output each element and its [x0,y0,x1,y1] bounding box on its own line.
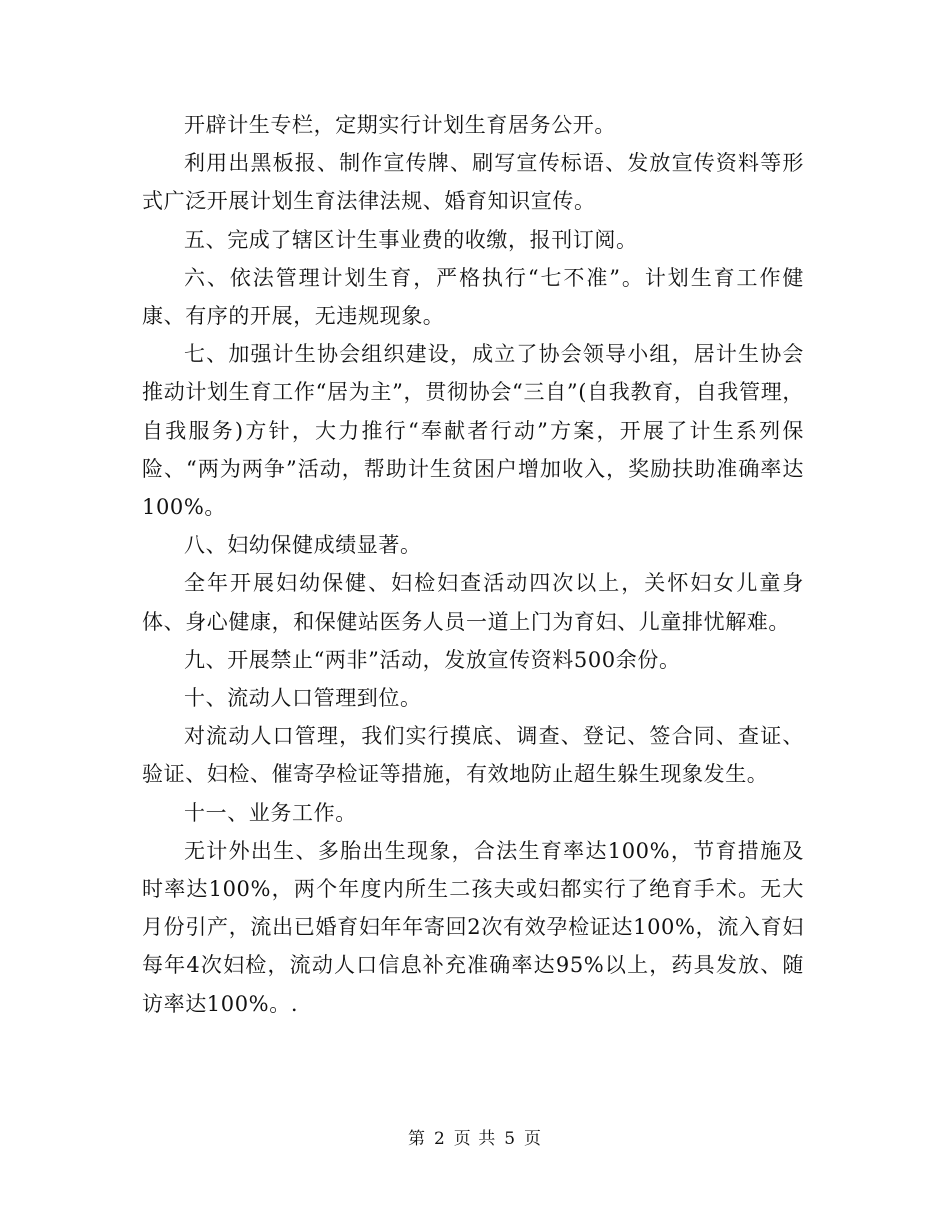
paragraph: 全年开展妇幼保健、妇检妇查活动四次以上，关怀妇女儿童身体、身心健康，和保健站医务人员一道上门为育妇、儿童排忧解难。 [142,571,804,634]
paragraph: 五、完成了辖区计生事业费的收缴，报刊订阅。 [184,227,638,252]
footer-suffix: 页 [524,1129,543,1149]
paragraph: 六、依法管理计划生育，严格执行“七不准”。计划生育工作健康、有序的开展，无违规现象。 [142,265,804,329]
document-body [142,106,804,1023]
page-footer [0,1124,950,1149]
paragraph: 利用出黑板报、制作宣传牌、刷写宣传标语、发放宣传资料等形式广泛开展计划生育法律法规、婚育知识宣传。 [142,151,804,214]
paragraph: 无计外出生、多胎出生现象，合法生育率达100%，节育措施及时率达100%，两个年度内所生二孩夫或妇都实行了绝育手术。无大月份引产，流出已婚育妇年年寄回2次有效孕检证达100%，流入育妇每年4次妇检，流动人口信息补充准确率达95%以上，药具发放、随访率达100%。. [142,838,804,1016]
paragraph: 对流动人口管理，我们实行摸底、调查、登记、签合同、查证、验证、妇检、催寄孕检证等措施，有效地防止超生躲生现象发生。 [142,724,804,787]
paragraph: 七、加强计生协会组织建设，成立了协会领导小组，居计生协会推动计划生育工作“居为主”，贯彻协会“三自”(自我教育，自我管理，自我服务)方针，大力推行“奉献者行动”方案，开展了计生系列保险、“两为两争”活动，帮助计生贫困户增加收入，奖励扶助准确率达100%。 [142,342,804,520]
current-page-number: 2 [433,1129,446,1149]
footer-middle: 页 共 [453,1129,497,1149]
footer-prefix: 第 [407,1129,426,1149]
paragraph: 十一、业务工作。 [184,800,357,825]
total-pages-number: 5 [504,1129,517,1149]
paragraph: 十、流动人口管理到位。 [184,686,422,711]
paragraph: 开辟计生专栏，定期实行计划生育居务公开。 [184,113,616,137]
paragraph: 八、妇幼保健成绩显著。 [184,533,422,558]
paragraph: 九、开展禁止“两非”活动，发放宣传资料500余份。 [184,647,681,672]
